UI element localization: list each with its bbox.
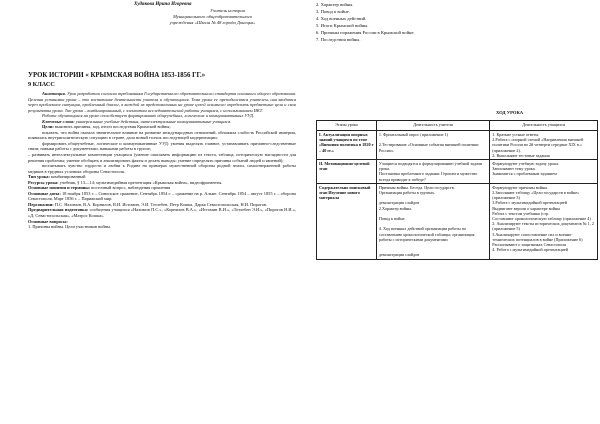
paragraph-text: выяснить причины, ход, итоги последствия Крымской войны; [53,124,171,130]
header-teacher: Деятельность учителя [376,121,489,131]
cell-line: Содержательно поисковый этап Изучение нового материала [319,184,371,201]
cell-line: 1. Фронтальный опрос (приложение 1) [378,132,449,137]
students-cell [490,183,598,259]
cell-line: 2.Тестирование «Основные события внешней политики России» [378,142,479,153]
cell-line: демонстрация слайдов [378,252,420,258]
cell-line: Рассказывают о защитниках Севастополя [492,242,567,248]
table-row [317,131,598,160]
paragraph-lead: Основные вопросы: [28,218,68,224]
paragraph-text: формировать общеучебные, логические и коммуникативные УУД: умения выделять главное, устанавливать причинно-следственные связи; навыки работы с документами, навыками работы в группе; [28,140,296,152]
paragraph-lead: Тип урока: [28,174,50,180]
cell-line: Причины войны. Беседа. Цели государств. [378,184,455,190]
header-students: Деятельность учащихся [490,121,598,131]
paragraph-text: П.С. Нахимов, В.А. Корнилов, В.И. Истомин, Э.И. Тотлебен, Петр Кошка, Дарья Севастопольская, Н.И. Пирогов. [53,201,268,207]
paragraph-text: показать, что война оказала значительное влияние на развитие международных отношений, обнажила слабость Российской империи, появилась внутриполитическую ситуацию в стране, дала новый толчок последующей модернизации; [28,129,296,141]
table-row [317,183,598,259]
paragraph-lead: Основные понятия и термины: [28,185,91,191]
teacher-cell [376,160,489,184]
students-cell [490,131,598,160]
paragraph [28,141,296,152]
header-stage: Этапы урока [317,121,377,131]
paragraph [28,191,296,202]
cell-line: Формулируют учебную задачу урока. [492,161,560,167]
paragraph [28,224,296,230]
question-item: 6. Причины поражения России в Крымской войне. [316,29,415,35]
cell-line: Организация работы в группах. [378,190,436,196]
paragraph-lead: Основные даты: [28,190,61,196]
paragraph-text: 1. Причины войны. Цели участников войны. [28,224,112,230]
table-caption: ХОД УРОКА [496,110,524,115]
cell-line: Знакомятся с проблемным заданием [492,171,557,177]
paragraph-text: сообщения учащихся «Нахимов П.С.», «Корнилов В.А.», «Истомин В.И.», «Тотлебен Э.И.», «Пирогов Н.И.», «Д. Севастопольская», «Матрос Кошка». [28,207,296,219]
table-header-row [317,121,598,131]
cell-line: II. Мотивационно-целевой этап [319,161,370,172]
cell-line: Учащиеся подводятся к формулированию учебной задачи урока. [378,161,482,172]
stage-cell [317,183,377,259]
cell-line: Выдвигают версии о характере войны [492,205,561,211]
question-item: 4. Ход военных действий. [316,15,367,21]
cell-line: 2. Анализируют тексты исторических документов № 1, 2 (приложение 5) [492,221,594,232]
author-name: Худякова Ирина Игоревна [134,2,192,7]
paragraph-lead: Цели: [42,124,54,130]
paragraph-text: 18 ноября 1853 г. – Синопское сражение, Сентябрь 1854 г. – сражение на р. Альме, Сентябрь 1854 – август 1855 г. – оборона Севастополя, Март 1856 г. – Парижский мир. [28,190,296,202]
paragraph-text: восточный вопрос, наблюдения прошения [90,185,171,191]
questions-list-continued [316,2,586,43]
question-item: 7. Последствия войны. [316,36,361,42]
paragraph-lead: Персоналии: [28,201,54,207]
cell-line: 2. Выполняют тестовые задания [492,152,550,158]
paragraph [28,152,296,163]
cell-line: 4. Работа с мультимедийной презентацией [492,247,568,253]
lesson-title: УРОК ИСТОРИИ « КРЫМСКАЯ ВОЙНА 1853-1856 ГГ.» [28,72,206,79]
question-item: 3. Повод к войне. [316,8,350,14]
cell-line: 3.Работа с мультимедийной презентацией [492,200,567,206]
author-org-line-1: Муниципального общеобразовательного [172,14,253,19]
lesson-description [28,91,296,230]
paragraph [28,130,296,141]
grade-label: 9 КЛАСС [28,81,55,88]
cell-line: Постановка проблемного задания: Героизм и мужество всегда приводят к победе? [378,171,478,182]
cell-line: Работа с текстом учебника (стр. [492,210,550,216]
cell-line: 2.Работа с опорной схемой «Направления внешней политики России во 2й четверти середине XIX в.» (приложение 2). [492,137,584,153]
paragraph [28,91,296,113]
paragraph-text: – развивать интеллектуальные компетенции учащихся (умение описывать информацию из текста, таблица, историческую наглядности для решения проблемы; умение обобщать и анализировать факты и делать выводы; умение определять причины событий людей и явлений); [28,152,296,163]
table-row [317,160,598,184]
question-item: 5. Итоги Крымской войны. [316,22,369,28]
author-org-line-2: учреждения «Школа № 48 города Донецка» [169,20,256,25]
paragraph-text: Урок разработан согласно требованиям Государственного образовательного стандарта основного общего образования. Целевая установка урока – это воспитание деятельности учителя и обучающихся. Тема урока ее преподносится учителем, она вводится через проблемное ситуации, проблемный диалог, в каждой из представленных на уроке целей основного определить предметные цели и свои результаты урока. Тип урока – комбинированный, с элементом исследовательской работы учащихся, с использованием ИКТ. [28,91,296,113]
paragraph-text: Работа обучающихся на уроке способствует формированию общеучебных, логических и коммуникативных УУД. [42,113,255,119]
author-header [130,2,295,26]
cell-line: 2.Характер войны. [378,205,413,211]
paragraph [28,163,296,174]
cell-line: демонстрация слайдов [378,200,420,206]
lesson-flow-table [316,120,598,260]
teacher-cell [376,131,489,160]
cell-line: 2.Заполняют таблицу «Цели государств в войне» (приложение 3) [492,190,580,201]
paragraph-text: воспитывать чувство гордости и любви к Родине на примерах мужественной обороны родной земли, самоотверженной работы медиков в трудных условиях обороны Севастополя. [28,163,296,174]
paragraph-text: комбинированный [49,174,86,180]
author-position: Учитель истории [210,8,245,13]
question-item: 2. Характер войны. [316,2,354,7]
paragraph-lead: Ресурсы урока: [28,179,59,185]
cell-line: 3.Анализируют сопоставление сил и военно-технических потенциалов в войне (Приложение 6) [492,231,583,242]
paragraph-text: учебник, § 13—14; мультимедийная презентация «Крымская война», видеофрагменты. [58,179,223,185]
paragraph [28,207,296,218]
cell-line: 1. Краткие устные ответы. [492,132,540,137]
cell-line: 4. Ход военных действий организация работы по составлению хронологической таблицы; организация работы с историческими документами [378,226,475,242]
paragraph-lead: Предварительная подготовка: [28,207,89,213]
paragraph-lead: Аннотация. [42,91,66,96]
paragraph-lead: Ключевые слова: [42,118,75,124]
teacher-cell [376,183,489,259]
stage-cell [317,160,377,184]
stage-cell [317,131,377,160]
students-cell [490,160,598,184]
cell-line: Записывают тему урока. [492,166,536,172]
cell-line: I. Актуализация опорных знаний учащихся по теме «Внешняя политика в 1820 е – 40 гг.» [319,132,374,153]
cell-line: Повод к войне. [378,216,406,222]
paragraph-text: универсальные учебные действия, интеллектуальные коммуникативные учащихся. [74,118,232,124]
cell-line: Составляют хронологическую таблицу (приложение 4) [492,216,591,222]
cell-line: Формулируют причины войны. [492,184,549,190]
